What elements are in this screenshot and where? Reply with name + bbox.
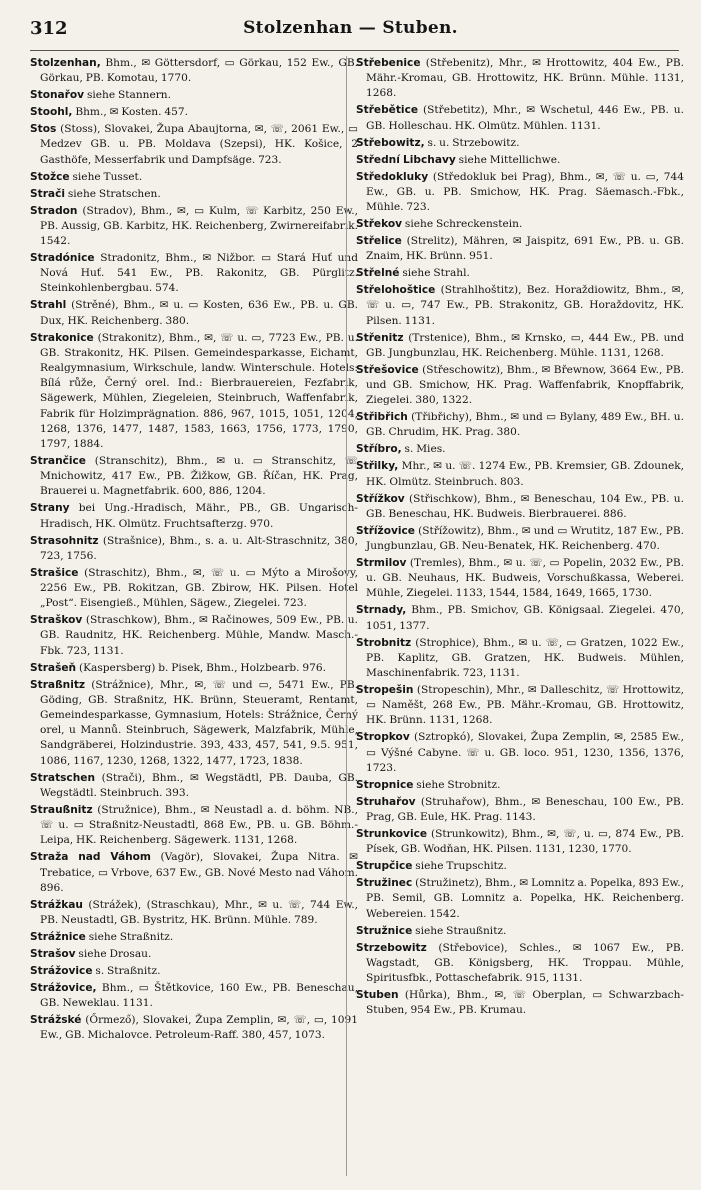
- entry-text: (Stružnice), Bhm., ✉ Neustadl a. d. böhm. NB., ☏ u. ▭ Straßnitz-Neustadtl, 868 Ew., PB. u. GB. Böhm.-Leipa, HK. Reichenberg. Sägewerk. 1131, 1268.: [40, 803, 358, 847]
- entry-text: (Střebetitz), Mhr., ✉ Wschetul, 446 Ew., PB. u. GB. Holleschau. HK. Olmütz. Mühlen. 1131.: [366, 104, 684, 132]
- entry-text: (Struhařow), Bhm., ✉ Beneschau, 100 Ew., PB. Prag, GB. Eule, HK. Prag. 1143.: [366, 795, 684, 824]
- entry-text: Bhm., ✉ Kosten. 457.: [72, 106, 188, 119]
- entry-headword: Strupčice: [356, 860, 413, 873]
- directory-entry: [356, 170, 684, 216]
- left-column: [30, 56, 358, 1180]
- entry-text: (Hůrka), Bhm., ✉, ☏ Oberplan, ▭ Schwarzbach-Stuben, 954 Ew., PB. Krumau.: [366, 989, 684, 1017]
- entry-text: (Střížowitz), Bhm., ✉ und ▭ Wrutitz, 187 Ew., PB. Jungbunzlau, GB. Neu-Benatek, HK. Reichenberg. 470.: [366, 524, 684, 553]
- entry-text: (Strážnice), Mhr., ✉, ☏ und ▭, 5471 Ew., PB. Göding, GB. Straßnitz, HK. Brünn, Steueramt, Rentamt, Gemeindesparkasse, Gymnasium, Hotels: Strážnice, Černý orel, u Mannů. Steinbruch, Sägewerk, Malzfabrik, Mühle, Sandgräberei, Holzindustrie. 393, 433, 457, 541, 9.5. 951, 1086, 1167, 1230, 1268, 1322, 1477, 1723, 1838.: [40, 678, 358, 767]
- entry-headword: Střenitz: [356, 331, 404, 344]
- entry-headword: Strunkovice: [356, 828, 428, 841]
- directory-entry: [356, 234, 684, 264]
- entry-text: siehe Straßnitz.: [85, 930, 174, 943]
- right-column: [356, 56, 684, 1180]
- entry-headword: Střelné: [356, 267, 400, 280]
- entry-headword: Strážovice,: [30, 981, 97, 994]
- directory-entry: [356, 730, 684, 776]
- entry-text: s. u. Strzebowitz.: [424, 136, 520, 149]
- entry-text: (Strophice), Bhm., ✉ u. ☏, ▭ Gratzen, 1022 Ew., PB. Kaplitz, GB. Gratzen, HK. Budweis. Mühlen, Maschinenfabrik. 723, 1131.: [366, 636, 684, 680]
- entry-text: (Strašnice), Bhm., s. a. u. Alt-Straschnitz, 380, 723, 1756.: [40, 534, 358, 562]
- entry-text: (Strakonitz), Bhm., ✉, ☏ u. ▭, 7723 Ew., PB. u. GB. Strakonitz, HK. Pilsen. Gemeindesparkasse, Eichamt, Realgymnasium, Wirkschule, landw. Winterschule. Hotels: Bílá růže, Černý orel. Ind.: Bierbrauereien, Fezfabrik, Sägewerk, Mühlen, Ziegeleien, Steinbruch, Waffenfabrik, Fabrik für Holzimprägnation. 886, 967, 1015, 1051, 1204, 1268, 1376, 1477, 1487, 1583, 1663, 1756, 1773, 1790, 1797, 1884.: [40, 331, 358, 451]
- entry-text: Stradonitz, Bhm., ✉ Nižbor. ▭ Stará Huť und Nová Huť. 541 Ew., PB. Rakonitz, GB. Pürglitz. Steinkohlenbergbau. 574.: [40, 252, 358, 295]
- entry-headword: Strasohnitz: [30, 534, 99, 547]
- directory-entry: [30, 678, 358, 769]
- entry-text: (Strelitz), Mähren, ✉ Jaispitz, 691 Ew., PB. u. GB. Znaim, HK. Brünn. 951.: [366, 235, 684, 263]
- entry-text: (Střebovice), Schles., ✉ 1067 Ew., PB. Wagstadt, GB. Königsberg, HK. Troppau. Mühle, Spiritusfbk., Pottaschefabrik. 915, 1131.: [366, 941, 684, 985]
- directory-entry: [356, 136, 684, 151]
- entry-headword: Střebenice: [356, 57, 421, 69]
- entry-text: (Tremles), Bhm., ✉ u. ☏, ▭ Popelin, 2032 Ew., PB. u. GB. Neuhaus, HK. Budweis, Vorschußkassa, Weberei. Mühle, Ziegelei. 1133, 1544, 1584, 1649, 1665, 1730.: [366, 557, 684, 600]
- entry-headword: Strahl: [30, 299, 67, 312]
- directory-entry: [30, 122, 358, 168]
- entry-headword: Střížkov: [356, 492, 405, 505]
- entry-text: (Sztropkó), Slovakei, Župa Zemplin, ✉, 2585 Ew., ▭ Výšné Cabyne. ☏ u. GB. loco. 951, 1230, 1356, 1376, 1723.: [366, 731, 684, 774]
- entry-text: (Straschkow), Bhm., ✉ Račinowes, 509 Ew., PB. u. GB. Raudnitz, HK. Reichenberg. Mühle, Mandw. Masch.-Fbk. 723, 1131.: [40, 614, 358, 657]
- entry-headword: Střížovice: [356, 524, 415, 537]
- entry-text: (Strážek), (Straschkau), Mhr., ✉ u. ☏, 744 Ew., PB. Neustadtl, GB. Bystritz, HK. Brünn. Mühle. 789.: [40, 898, 358, 926]
- entry-headword: Strašice: [30, 566, 79, 579]
- entry-text: Bhm., ✉ Göttersdorf, ▭ Görkau, 152 Ew., GB. Görkau, PB. Komotau, 1770.: [40, 57, 358, 85]
- directory-entry: [356, 283, 684, 329]
- entry-text: s. Mies.: [401, 443, 446, 456]
- entry-text: siehe Schreckenstein.: [402, 218, 523, 231]
- entry-headword: Straža nad Váhom: [30, 851, 151, 864]
- entry-headword: Strzebowitz: [356, 941, 427, 954]
- entry-headword: Strážkau: [30, 898, 83, 911]
- entry-headword: Strážnice: [30, 930, 86, 943]
- entry-text: Bhm., ▭ Štětkovice, 160 Ew., PB. Beneschau, GB. Neweklau. 1131.: [40, 981, 358, 1010]
- entry-headword: Strnady,: [356, 604, 407, 617]
- entry-text: Bhm., PB. Smichov, GB. Königsaal. Ziegelei. 470, 1051, 1377.: [366, 604, 684, 632]
- entry-text: (Straschitz), Bhm., ✉, ☏ u. ▭ Mýto a Mirošovy, 2256 Ew., PB. Rokitzan, GB. Zbirow, HK. Pilsen. Hotel „Post“. Eisengieß., Mühlen, Sägew., Ziegelei. 723.: [40, 566, 358, 610]
- entry-text: (Střebenitz), Mhr., ✉ Hrottowitz, 404 Ew., PB. Mähr.-Kromau, GB. Hrottowitz, HK. Brünn. Mühle. 1131, 1268.: [366, 57, 684, 100]
- entry-text: (Stružinetz), Bhm., ✉ Lomnitz a. Popelka, 893 Ew., PB. Semil, GB. Lomnitz a. Popelka, HK. Reichenberg. Webereien. 1542.: [366, 877, 684, 920]
- directory-entry: [356, 217, 684, 232]
- entry-text: (Třibřichy), Bhm., ✉ und ▭ Bylany, 489 Ew., BH. u. GB. Chrudim, HK. Prag. 380.: [366, 411, 684, 439]
- directory-entry: [30, 613, 358, 659]
- entry-headword: Stratschen: [30, 771, 95, 784]
- directory-entry: [356, 636, 684, 682]
- directory-entry: [356, 876, 684, 922]
- entry-headword: Střilky,: [356, 460, 399, 473]
- entry-text: siehe Stratschen.: [64, 187, 161, 200]
- entry-headword: Stoohl,: [30, 106, 73, 119]
- entry-headword: Stuben: [356, 989, 399, 1002]
- directory-entry: [30, 56, 358, 86]
- directory-entry: [356, 459, 684, 489]
- entry-headword: Strašov: [30, 947, 76, 960]
- entry-text: (Stradov), Bhm., ✉, ▭ Kulm, ☏ Karbitz, 250 Ew., PB. Aussig, GB. Karbitz, HK. Reichenberg, Zwirnereifabrik. 1542.: [40, 204, 358, 248]
- directory-entry: [356, 556, 684, 602]
- entry-text: siehe Trupschitz.: [412, 860, 507, 873]
- entry-headword: Stružnice: [356, 924, 413, 937]
- directory-entry: [356, 492, 684, 522]
- directory-entry: [30, 1013, 358, 1043]
- entry-headword: Stradon: [30, 204, 78, 217]
- entry-headword: Struhařov: [356, 795, 416, 808]
- entry-text: bei Ung.-Hradisch, Mähr., PB., GB. Ungarisch-Hradisch, HK. Olmütz. Fruchtsafterzg. 970.: [40, 502, 358, 530]
- entry-headword: Strážovice: [30, 964, 93, 977]
- entry-headword: Straškov: [30, 614, 83, 627]
- directory-entry: [356, 266, 684, 281]
- entry-headword: Straußnitz: [30, 803, 93, 816]
- entry-headword: Střelohoštice: [356, 284, 436, 297]
- entry-text: (Strahlhoštitz), Bez. Horaždiowitz, Bhm., ✉, ☏ u. ▭, 747 Ew., PB. Strakonitz, GB. Horaždovitz, HK. Pilsen. 1131.: [366, 284, 684, 327]
- directory-entry: [30, 661, 358, 676]
- entry-headword: Střelice: [356, 235, 402, 248]
- entry-headword: Strany: [30, 502, 70, 515]
- directory-entry: [356, 363, 684, 409]
- entry-text: (Trstenice), Bhm., ✉ Krnsko, ▭, 444 Ew., PB. und GB. Jungbunzlau, HK. Reichenberg. Mühle. 1131, 1268.: [366, 331, 684, 359]
- entry-headword: Stříbro,: [356, 443, 402, 456]
- entry-headword: Strači: [30, 187, 65, 200]
- header-rule: [30, 50, 679, 51]
- directory-entry: [30, 981, 358, 1011]
- directory-entry: [30, 850, 358, 896]
- entry-text: siehe Drosau.: [75, 947, 152, 960]
- entry-text: siehe Stannern.: [84, 89, 171, 102]
- directory-entry: [30, 566, 358, 612]
- entry-headword: Střední Libchavy: [356, 153, 456, 166]
- directory-entry: [30, 803, 358, 849]
- entry-text: (Vagör), Slovakei, Župa Nitra. ✉ Trebatice, ▭ Vrbove, 637 Ew., GB. Nové Mesto nad Váhom. 896.: [40, 851, 358, 894]
- entry-headword: Stožce: [30, 170, 70, 183]
- entry-headword: Stolzenhan,: [30, 57, 101, 69]
- directory-entry: [30, 331, 358, 453]
- entry-headword: Stružinec: [356, 877, 413, 890]
- entry-text: s. Straßnitz.: [92, 964, 161, 977]
- directory-entry: [356, 683, 684, 729]
- entry-headword: Strašeň: [30, 661, 77, 674]
- directory-entry: [356, 988, 684, 1018]
- entry-text: siehe Tusset.: [69, 170, 143, 183]
- directory-entry: [356, 827, 684, 857]
- directory-entry: [356, 410, 684, 440]
- entry-text: (Stoss), Slovakei, Župa Abaujtorna, ✉, ☏, 2061 Ew., ▭ Medzev GB. u. PB. Moldava (Szepsi), HK. Košice, 2 Gasthöfe, Messerfabrik und Dampfsäge. 723.: [40, 123, 358, 166]
- entry-text: (Őrmező), Slovakei, Župa Zemplin, ✉, ☏, ▭, 1091 Ew., GB. Michalovce. Petroleum-Raff. 380, 457, 1073.: [40, 1014, 358, 1042]
- page-number: 312: [30, 18, 68, 39]
- entry-text: siehe Mittellichwe.: [455, 153, 561, 166]
- entry-text: (Strěné), Bhm., ✉ u. ▭ Kosten, 636 Ew., PB. u. GB. Dux, HK. Reichenberg. 380.: [40, 299, 358, 327]
- directory-entry: [356, 795, 684, 825]
- entry-text: (Stropeschin), Mhr., ✉ Dalleschitz, ☏ Hrottowitz, ▭ Naměšt, 268 Ew., PB. Mähr.-Kromau, GB. Hrottowitz, HK. Brünn. 1131, 1268.: [366, 684, 684, 727]
- directory-entry: [356, 103, 684, 133]
- directory-entry: [30, 88, 358, 103]
- entry-headword: Stropešin: [356, 684, 414, 697]
- entry-headword: Střešovice: [356, 363, 419, 376]
- directory-entry: [30, 251, 358, 297]
- directory-entry: [30, 930, 358, 945]
- entry-headword: Stonařov: [30, 89, 85, 102]
- entry-text: siehe Straußnitz.: [412, 924, 507, 937]
- entry-headword: Stropkov: [356, 731, 410, 744]
- directory-entry: [356, 153, 684, 168]
- entry-text: (Střeschowitz), Bhm., ✉ Břewnow, 3664 Ew., PB. und GB. Smichow, HK. Prag. Waffenfabrik, Knopffabrik, Ziegelei. 380, 1322.: [366, 363, 684, 407]
- entry-text: siehe Strahl.: [399, 267, 470, 280]
- directory-entry: [30, 534, 358, 564]
- directory-entry: [30, 947, 358, 962]
- entry-headword: Střebětice: [356, 104, 419, 117]
- directory-entry: [356, 859, 684, 874]
- page-header: [0, 8, 701, 48]
- directory-entry: [30, 204, 358, 250]
- entry-headword: Strobnitz: [356, 636, 412, 649]
- entry-headword: Strážské: [30, 1014, 82, 1027]
- entry-text: (Střischkow), Bhm., ✉ Beneschau, 104 Ew., PB. u. GB. Beneschau, HK. Budweis. Bierbrauerei. 886.: [366, 492, 684, 520]
- running-head: Stolzenhan — Stuben.: [243, 18, 458, 38]
- entry-text: (Strači), Bhm., ✉ Wegstädtl, PB. Dauba, GB. Wegstädtl. Steinbruch. 393.: [40, 771, 358, 799]
- directory-entry: [356, 941, 684, 987]
- directory-entry: [356, 524, 684, 554]
- entry-headword: Střekov: [356, 218, 403, 231]
- entry-text: siehe Strobnitz.: [413, 778, 501, 791]
- entry-text: (Strunkowitz), Bhm., ✉, ☏, u. ▭, 874 Ew., PB. Písek, GB. Wodňan, HK. Pilsen. 1131, 1230, 1770.: [366, 828, 684, 856]
- directory-entry: [356, 331, 684, 361]
- directory-entry: [30, 501, 358, 531]
- entry-headword: Středokluky: [356, 170, 429, 183]
- directory-entry: [356, 778, 684, 793]
- directory-entry: [30, 170, 358, 185]
- directory-entry: [356, 924, 684, 939]
- entry-headword: Strmilov: [356, 557, 407, 570]
- directory-entry: [30, 105, 358, 120]
- directory-entry: [356, 56, 684, 102]
- directory-entry: [356, 603, 684, 633]
- entry-headword: Strakonice: [30, 331, 94, 344]
- entry-headword: Strančice: [30, 455, 86, 468]
- entry-text: (Středokluk bei Prag), Bhm., ✉, ☏ u. ▭, 744 Ew., GB. u. PB. Smichow, HK. Prag. Säemasch.-Fbk., Mühle. 723.: [366, 170, 684, 214]
- entry-headword: Stos: [30, 123, 57, 136]
- entry-text: Mhr., ✉ u. ☏. 1274 Ew., PB. Kremsier, GB. Zdounek, HK. Olmütz. Steinbruch. 803.: [366, 460, 684, 488]
- directory-entry: [30, 898, 358, 928]
- directory-entry: [30, 298, 358, 328]
- directory-entry: [30, 187, 358, 202]
- directory-entry: [356, 442, 684, 457]
- entry-text: (Kaspersberg) b. Pisek, Bhm., Holzbearb. 976.: [76, 661, 326, 674]
- directory-entry: [30, 454, 358, 500]
- entry-headword: Střebowitz,: [356, 136, 425, 149]
- entry-headword: Střibřich: [356, 411, 408, 424]
- entry-headword: Straßnitz: [30, 678, 86, 691]
- entry-headword: Stradónice: [30, 252, 95, 265]
- directory-entry: [30, 964, 358, 979]
- entry-headword: Stropnice: [356, 778, 414, 791]
- entry-text: (Stranschitz), Bhm., ✉ u. ▭ Stranschitz, ☏ Mnichowitz, 417 Ew., PB. Žižkow, GB. Říčan, HK. Prag, Brauerei u. Magnetfabrik. 600, 886, 1204.: [40, 455, 358, 498]
- column-divider: [346, 56, 347, 1176]
- directory-entry: [30, 771, 358, 801]
